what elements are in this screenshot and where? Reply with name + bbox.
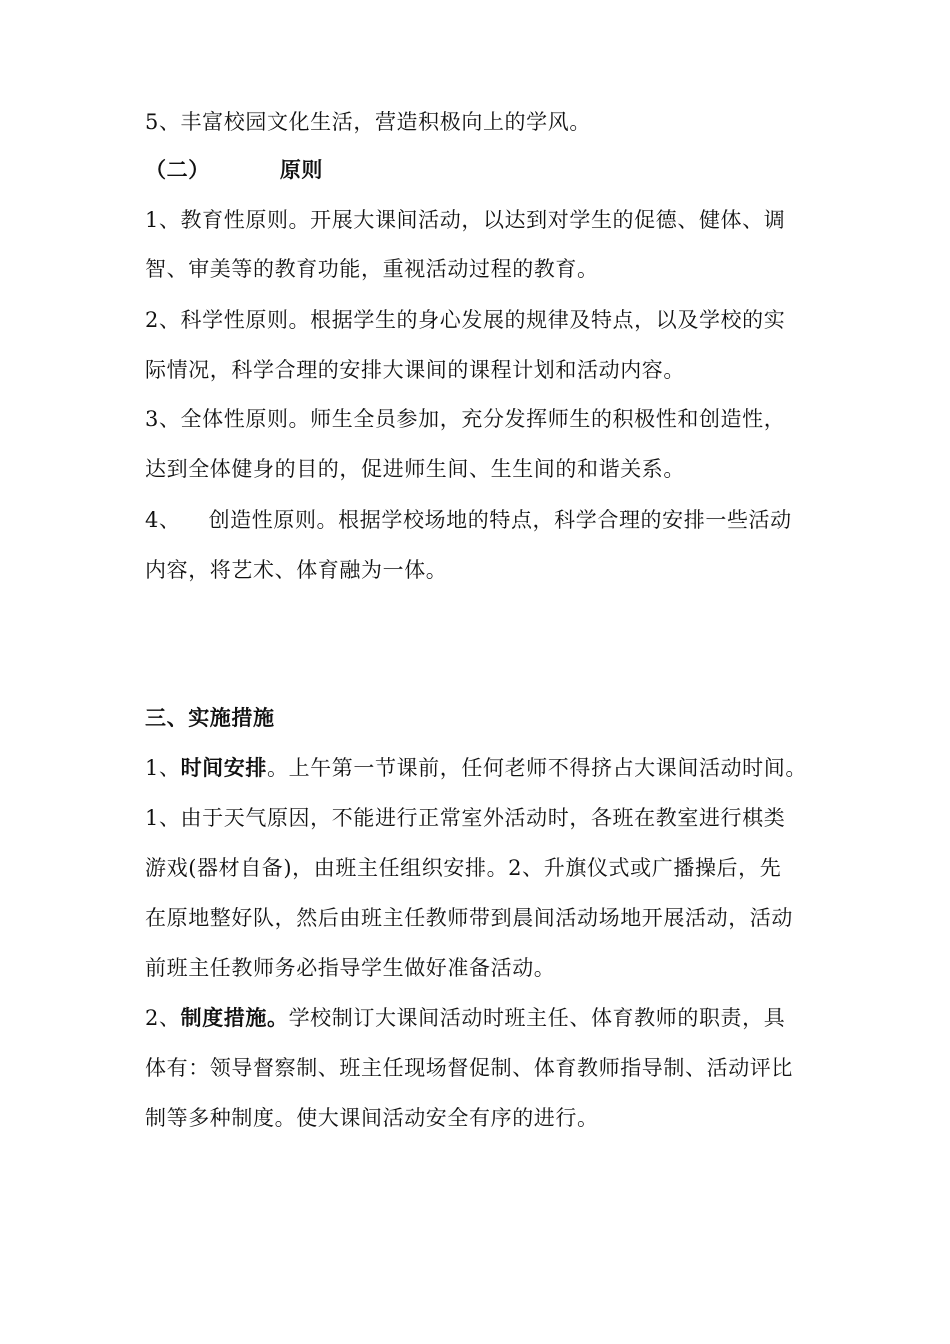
section-2-heading xyxy=(145,155,323,185)
principle-4-text: 创造性原则。根据学校场地的特点，科学合理的安排一些活动 xyxy=(208,508,792,532)
measure-system-line xyxy=(145,1003,785,1033)
section-2-number: （二） xyxy=(145,157,210,182)
principle-3-line-1: 3、全体性原则。师生全员参加，充分发挥师生的积极性和创造性， xyxy=(145,407,786,431)
measure-time-detail-4: 前班主任教师务必指导学生做好准备活动。 xyxy=(145,956,556,980)
measure-system-detail-1: 体有：领导督察制、班主任现场督促制、体育教师指导制、活动评比 xyxy=(145,1056,793,1080)
measure-time-detail-1: 1、由于天气原因，不能进行正常室外活动时，各班在教室进行棋类 xyxy=(145,806,786,830)
principle-4-line-2: 内容，将艺术、体育融为一体。 xyxy=(145,558,448,582)
goal-5-text: 5、丰富校园文化生活，营造积极向上的学风。 xyxy=(145,110,591,134)
principle-2-line-1: 2、科学性原则。根据学生的身心发展的规律及特点，以及学校的实 xyxy=(145,308,786,332)
measure-system-text: 学校制订大课间活动时班主任、体育教师的职责，具 xyxy=(288,1006,786,1030)
measure-time-heading: 时间安排 xyxy=(180,755,267,780)
measure-time-detail-2: 游戏(器材自备)，由班主任组织安排。2、升旗仪式或广播操后，先 xyxy=(145,856,782,880)
measure-system-detail-2: 制等多种制度。使大课间活动安全有序的进行。 xyxy=(145,1106,599,1130)
measure-time-detail-3: 在原地整好队，然后由班主任教师带到晨间活动场地开展活动，活动 xyxy=(145,906,793,930)
principle-4-number: 4、 xyxy=(145,508,181,532)
measure-system-heading: 制度措施。 xyxy=(180,1005,289,1030)
section-2-title: 原则 xyxy=(279,157,324,182)
principle-4-line-1 xyxy=(145,505,792,535)
principle-3-line-2: 达到全体健身的目的，促进师生间、生生间的和谐关系。 xyxy=(145,457,685,481)
measure-system-number: 2、 xyxy=(145,1006,181,1030)
principle-1-line-1: 1、教育性原则。开展大课间活动，以达到对学生的促德、健体、调 xyxy=(145,208,786,232)
measure-time-text: 。上午第一节课前，任何老师不得挤占大课间活动时间。 xyxy=(266,756,807,780)
principle-1-line-2: 智、审美等的教育功能，重视活动过程的教育。 xyxy=(145,257,599,281)
measure-time-line xyxy=(145,753,807,783)
section-3-heading: 三、实施措施 xyxy=(145,705,275,730)
principle-2-line-2: 际情况，科学合理的安排大课间的课程计划和活动内容。 xyxy=(145,358,685,382)
measure-time-number: 1、 xyxy=(145,756,181,780)
